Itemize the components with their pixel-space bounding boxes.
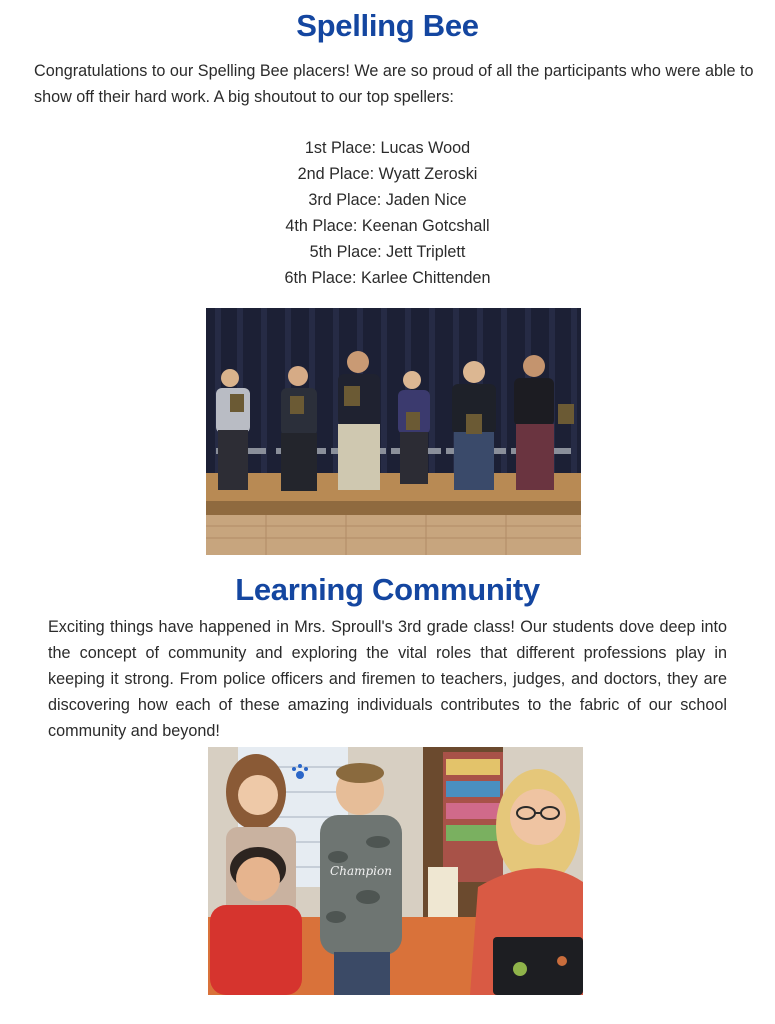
placer-item: 2nd Place: Wyatt Zeroski — [297, 165, 478, 183]
placers-list — [0, 135, 775, 291]
spelling-bee-winners-photo — [206, 308, 581, 555]
spelling-bee-title: Spelling Bee — [296, 8, 479, 43]
placer-item: 3rd Place: Jaden Nice — [308, 191, 467, 209]
classroom-photo — [208, 747, 583, 995]
learning-community-body: Exciting things have happened in Mrs. Sproull's 3rd grade class! Our students dove deep into the concept of community and exploring the vital roles that different professions play in keeping it strong. From police officers and firemen to teachers, judges, and doctors, they are discovering how each of these amazing individuals contributes to the fabric of our school community and beyond! — [48, 618, 727, 740]
sweatshirt-logo: Champion — [330, 864, 392, 878]
spelling-bee-intro: Congratulations to our Spelling Bee placers! We are so proud of all the participants who were able to show off their hard work. A big shoutout to our top spellers: — [34, 62, 754, 106]
placer-item: 6th Place: Karlee Chittenden — [284, 269, 491, 287]
placer-item: 5th Place: Jett Triplett — [309, 243, 466, 261]
placer-item: 4th Place: Keenan Gotcshall — [285, 217, 490, 235]
placer-item: 1st Place: Lucas Wood — [304, 139, 471, 157]
learning-community-title: Learning Community — [235, 572, 540, 607]
